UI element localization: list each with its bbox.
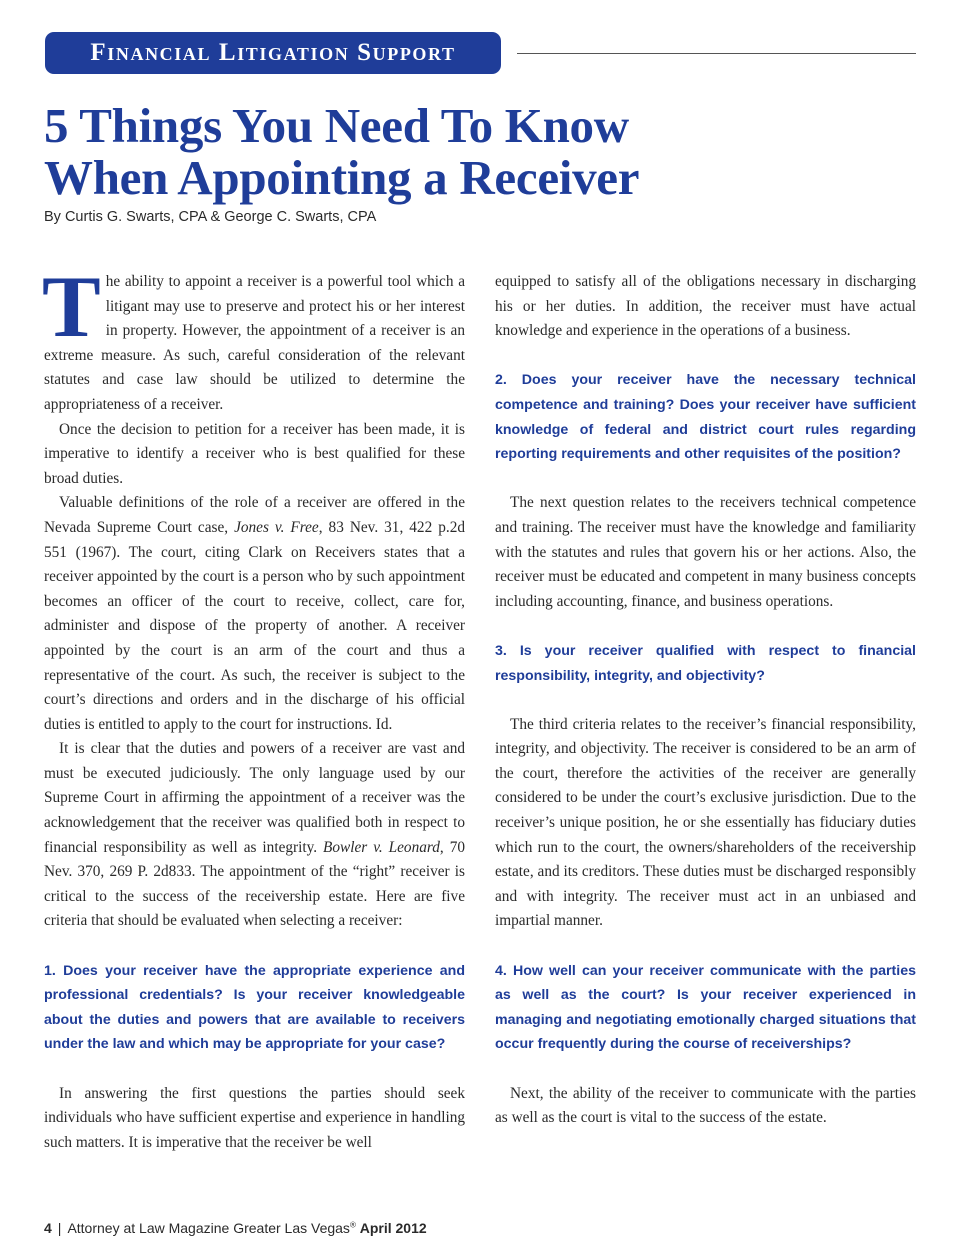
paragraph: The next question relates to the receivers technical competence and training. The receiver must have the knowledge and familiarity with the statutes and rules that govern his or her actions. Also, the receiver must be educated and competent in many business concepts including accounting, finance, and business operations. [495, 494, 916, 610]
question-2: 2. Does your receiver have the necessary technical competence and training? Does your receiver have sufficient knowledge of federal and district court rules regarding reporting requirements and other requisites of the position? [495, 372, 916, 463]
drop-cap: T [42, 259, 101, 356]
question-3: 3. Is your receiver qualified with respect to financial responsibility, integrity, and objectivity? [495, 642, 916, 684]
paragraph: The third criteria relates to the receiver’s financial responsibility, integrity, and objectivity. The receiver is considered to be an arm of the court, therefore the activities of the receiver are generally considered to be under the court’s exclusive jurisdiction. Due to the receiver’s unique position, he or she essentially has fiduciary duties which run to the court, the owners/shareholders of the receivership estate, and its creditors. These duties must be discharged responsibly and with integrity. The receiver must act in an unbiased and impartial manner. [495, 715, 916, 930]
byline: By Curtis G. Swarts, CPA & George C. Swarts, CPA [44, 209, 377, 225]
footer-separator: | [57, 1220, 62, 1236]
paragraph: It is clear that the duties and powers of a receiver are vast and must be executed judiciously. The only language used by our Supreme Court in affirming the appointment of a receiver was the acknowledgement that the receiver was qualified both in respect to financial responsibility as well as integrity. Bowler v. Leonard, 70 Nev. 370, 269 P. 2d833. The appointment of the “right” receiver is critical to the success of the receivership estate. Here are five criteria that should be evaluated when selecting a receiver: [44, 740, 466, 930]
paragraph: Next, the ability of the receiver to communicate with the parties as well as the court is vital to the success of the estate. [495, 1084, 916, 1127]
paragraph: equipped to satisfy all of the obligations necessary in discharging his or her duties. In addition, the receiver must have actual knowledge and experience in the operations of a business. [495, 273, 916, 340]
right-column [495, 270, 916, 1131]
case-citation: Bowler v. Leonard [323, 838, 440, 856]
article-title [44, 100, 639, 204]
paragraph: Valuable definitions of the role of a receiver are offered in the Nevada Supreme Court case, Jones v. Free, 83 Nev. 31, 422 p.2d 551 (1967). The court, citing Clark on Receivers states that a receiver appointed by the court is a person who by such appointment becomes an officer of the court to receive, collect, care for, administer and dispose of the property of another. A receiver appointed by the court is an arm of the court and thus a representative of the court. As such, the receiver is subject to the court’s directions and orders and in the discharge of his official duties is entitled to apply to the court for instructions. Id. [44, 494, 466, 733]
case-citation: Jones v. Free [234, 518, 319, 536]
issue-date: April 2012 [359, 1220, 427, 1236]
paragraph: In answering the first questions the parties should seek individuals who have sufficient expertise and experience in handling such matters. It is imperative that the receiver be well [44, 1084, 465, 1151]
title-line-1: 5 Things You Need To Know [44, 98, 629, 153]
registered-mark: ® [349, 1220, 356, 1230]
section-banner [45, 32, 501, 74]
left-column [42, 259, 466, 1155]
paragraph: Once the decision to petition for a receiver has been made, it is imperative to identify a receiver who is best qualified for these broad duties. [44, 420, 465, 487]
title-line-2: When Appointing a Receiver [44, 150, 640, 205]
page-footer [44, 1220, 427, 1236]
publication-name: Attorney at Law Magazine Greater Las Vegas [67, 1220, 350, 1236]
page-number: 4 [44, 1220, 52, 1236]
header-rule [517, 53, 916, 54]
question-4: 4. How well can your receiver communicate with the parties as well as the court? Is your receiver experienced in managing and negotiating emotionally charged situations that occur frequently during the course of receiverships? [495, 962, 916, 1053]
intro-paragraph: The ability to appoint a receiver is a powerful tool which a litigant may use to preserve and protect his or her interest in property. However, the appointment of a receiver is an extreme measure. As such, careful consideration of the relevant statutes and case law should be utilized to determine the appropriateness of a receiver. [42, 259, 465, 413]
question-1: 1. Does your receiver have the appropriate experience and professional credentials? Is your receiver knowledgeable about the duties and powers that are available to receivers under the law and which may be appropriate for your case? [44, 962, 465, 1053]
section-label: Financial Litigation Support [90, 39, 456, 66]
